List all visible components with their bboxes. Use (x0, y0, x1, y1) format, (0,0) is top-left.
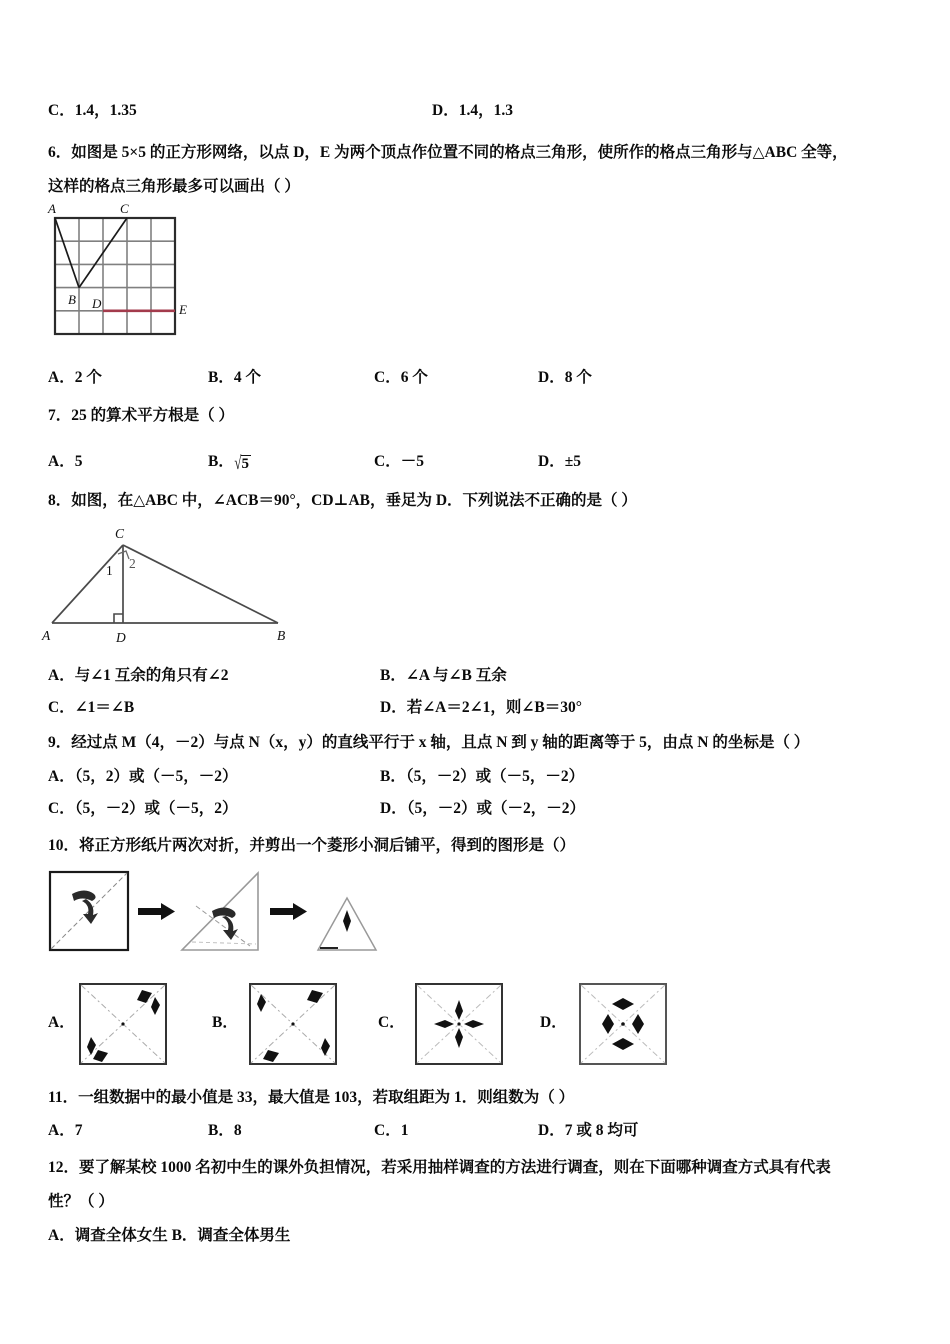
question-10-option-a-figure[interactable] (76, 980, 170, 1068)
sqrt-symbol-icon: √5 (234, 454, 250, 475)
question-7-option-d[interactable]: D．±5 (538, 453, 581, 470)
question-7-option-b-label: B． (208, 453, 234, 470)
question-8-stem: 8．如图，在△ABC 中，∠ACB＝90°，CD⊥AB，垂足为 D．下列说法不正确的是（ ） (48, 492, 637, 509)
question-9-option-c[interactable]: C．（5，－2）或（－5，2） (48, 800, 238, 817)
question-12-stem-line-1: 12．要了解某校 1000 名初中生的课外负担情况，若采用抽样调查的方法进行调查，则在下面哪种调查方式具有代表 (48, 1159, 831, 1176)
angle-label-1: 1 (106, 563, 113, 578)
question-11-option-c[interactable]: C．1 (374, 1122, 409, 1139)
question-9-option-a[interactable]: A．（5，2）或（－5，－2） (48, 768, 238, 785)
question-11-option-d[interactable]: D．7 或 8 均可 (538, 1122, 639, 1139)
question-8-option-b[interactable]: B．∠A 与∠B 互余 (380, 667, 507, 684)
question-12-stem-line-2: 性？（ ） (48, 1193, 114, 1210)
question-7-option-b[interactable] (208, 449, 251, 473)
question-10-option-b-label[interactable]: B． (212, 1014, 238, 1031)
question-8-option-a[interactable]: A．与∠1 互余的角只有∠2 (48, 667, 229, 684)
top-option-d: D．1.4，1.3 (432, 102, 513, 119)
question-10-option-a-label[interactable]: A． (48, 1014, 75, 1031)
paper-folding-sequence-figure (42, 866, 382, 958)
question-6-option-d[interactable]: D．8 个 (538, 369, 592, 386)
question-10-option-c-figure[interactable] (412, 980, 506, 1068)
top-option-c: C．1.4，1.35 (48, 102, 137, 119)
question-11-stem: 11．一组数据中的最小值是 33，最大值是 103，若取组距为 1．则组数为（ ） (48, 1089, 575, 1106)
question-11-option-a[interactable]: A．7 (48, 1122, 83, 1139)
question-6-option-b[interactable]: B．4 个 (208, 369, 261, 386)
grid-5x5-figure (40, 198, 250, 343)
question-6-stem-line-1: 6．如图是 5×5 的正方形网络，以点 D，E 为两个顶点作位置不同的格点三角形，使所作的格点三角形与△ABC 全等， (48, 144, 848, 161)
question-7-option-c[interactable]: C．－5 (374, 453, 424, 470)
grid-label-A: A (48, 201, 56, 216)
question-7-stem: 7．25 的算术平方根是（ ） (48, 407, 235, 424)
question-10-option-d-label[interactable]: D． (540, 1014, 567, 1031)
grid-label-E: E (179, 302, 187, 317)
angle-label-2: 2 (129, 556, 136, 571)
question-7-option-a[interactable]: A．5 (48, 453, 83, 470)
right-triangle-abc-figure (30, 518, 310, 646)
grid-label-D: D (92, 296, 102, 311)
question-9-option-d[interactable]: D．（5，－2）或（－2，－2） (380, 800, 585, 817)
question-9-option-b[interactable]: B．（5，－2）或（－5，－2） (380, 768, 585, 785)
question-8-option-c[interactable]: C．∠1＝∠B (48, 699, 135, 716)
question-7-option-b-radicand: 5 (241, 456, 250, 472)
process-arrow-2 (270, 903, 307, 920)
triangle-label-D: D (116, 630, 126, 645)
question-8-option-d[interactable]: D．若∠A＝2∠1，则∠B＝30° (380, 699, 582, 716)
question-10-option-d-figure[interactable] (576, 980, 670, 1068)
triangle-label-B: B (277, 628, 286, 643)
grid-label-B: B (68, 292, 76, 307)
question-11-option-b[interactable]: B．8 (208, 1122, 242, 1139)
question-10-option-b-figure[interactable] (246, 980, 340, 1068)
question-6-stem-line-2: 这样的格点三角形最多可以画出（ ） (48, 178, 300, 195)
question-6-option-a[interactable]: A．2 个 (48, 369, 102, 386)
question-10-stem: 10．将正方形纸片两次对折，并剪出一个菱形小洞后铺平，得到的图形是（） (48, 837, 576, 854)
process-arrow-1 (138, 903, 175, 920)
question-9-stem: 9．经过点 M（4，－2）与点 N（x，y）的直线平行于 x 轴，且点 N 到 y 轴的距离等于 5，由点 N 的坐标是（ ） (48, 734, 810, 751)
triangle-label-C: C (115, 526, 125, 541)
question-12-option-a-b[interactable]: A．调查全体女生 B．调查全体男生 (48, 1227, 291, 1244)
question-10-option-c-label[interactable]: C． (378, 1014, 405, 1031)
question-6-option-c[interactable]: C．6 个 (374, 369, 428, 386)
grid-label-C: C (120, 201, 129, 216)
triangle-label-A: A (42, 628, 51, 643)
